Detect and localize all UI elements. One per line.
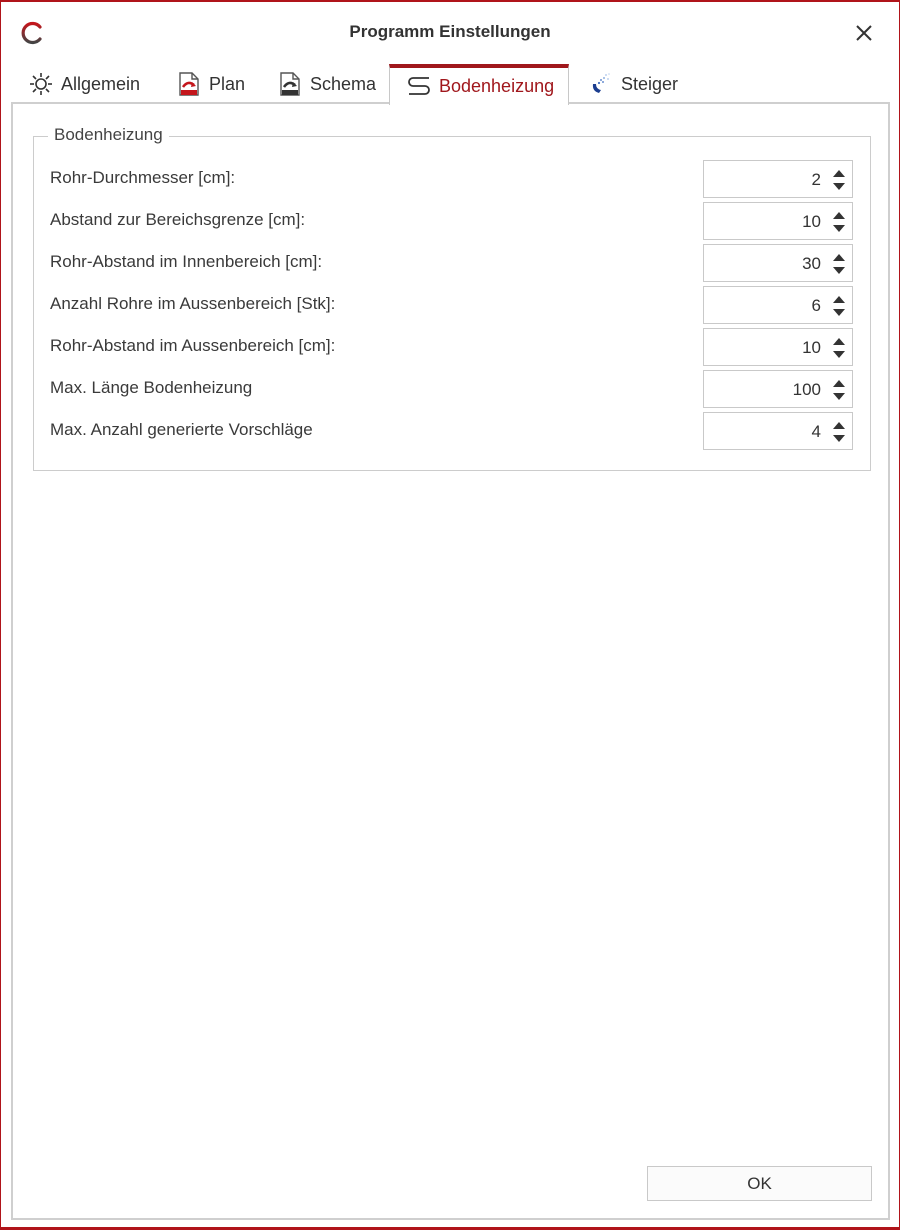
max-anzahl-vorschlaege-stepper[interactable]: [703, 412, 853, 450]
tab-panel-bodenheizung: [11, 102, 890, 1220]
field-label: Max. Länge Bodenheizung: [50, 378, 253, 397]
field-anzahl-rohre-aussen: [34, 286, 870, 324]
rohr-abstand-aussen-stepper[interactable]: [703, 328, 853, 366]
floor-heating-pipe-icon: [407, 75, 431, 99]
field-label: Anzahl Rohre im Aussenbereich [Stk]:: [50, 294, 336, 313]
tab-plan[interactable]: [177, 64, 245, 104]
field-label: Rohr-Abstand im Aussenbereich [cm]:: [50, 336, 336, 355]
max-laenge-stepper[interactable]: [703, 370, 853, 408]
stepper-value[interactable]: 10: [802, 338, 821, 357]
spin-down-icon[interactable]: [832, 433, 846, 443]
field-label: Rohr-Abstand im Innenbereich [cm]:: [50, 252, 323, 271]
spin-up-icon[interactable]: [832, 378, 846, 388]
tab-label: Schema: [310, 73, 377, 94]
field-rohr-abstand-aussen: [34, 328, 870, 366]
spin-down-icon[interactable]: [832, 265, 846, 275]
tab-bodenheizung[interactable]: [389, 64, 569, 105]
groupbox-bodenheizung: [33, 125, 871, 471]
rohr-durchmesser-stepper[interactable]: [703, 160, 853, 198]
stepper-value[interactable]: 100: [792, 380, 821, 399]
rohr-abstand-innen-stepper[interactable]: [703, 244, 853, 282]
spin-up-icon[interactable]: [832, 168, 846, 178]
close-icon: [855, 24, 873, 42]
stepper-value[interactable]: 6: [811, 296, 821, 315]
spin-down-icon[interactable]: [832, 349, 846, 359]
field-label: Rohr-Durchmesser [cm]:: [50, 168, 236, 187]
spin-down-icon[interactable]: [832, 223, 846, 233]
stepper-value[interactable]: 10: [802, 212, 821, 231]
spin-down-icon[interactable]: [832, 307, 846, 317]
field-abstand-bereichsgrenze: [34, 202, 870, 240]
stepper-value[interactable]: 2: [811, 170, 821, 189]
field-max-laenge: [34, 370, 870, 408]
tab-label: Allgemein: [61, 73, 141, 94]
spin-down-icon[interactable]: [832, 181, 846, 191]
field-rohr-abstand-innen: [34, 244, 870, 282]
spin-up-icon[interactable]: [832, 210, 846, 220]
abstand-bereichsgrenze-stepper[interactable]: [703, 202, 853, 240]
spin-up-icon[interactable]: [832, 336, 846, 346]
field-label: Max. Anzahl generierte Vorschläge: [50, 420, 313, 439]
stepper-value[interactable]: 4: [811, 422, 821, 441]
window-title: Programm Einstellungen: [349, 22, 551, 41]
tab-label: Steiger: [621, 73, 679, 94]
spin-up-icon[interactable]: [832, 420, 846, 430]
tab-schema[interactable]: [278, 64, 376, 104]
riser-spray-icon: [589, 72, 613, 96]
rcs-document-icon: [278, 72, 302, 96]
tab-allgemein[interactable]: [29, 64, 140, 104]
field-rohr-durchmesser: [34, 160, 870, 198]
tab-label: Bodenheizung: [439, 76, 555, 96]
field-label: Abstand zur Bereichsgrenze [cm]:: [50, 210, 306, 229]
ok-button[interactable]: OK: [647, 1166, 872, 1201]
sun-gear-icon: [29, 72, 53, 96]
tab-label: Plan: [209, 73, 246, 94]
tab-bar: [11, 64, 891, 104]
title-bar: [1, 2, 899, 62]
spin-up-icon[interactable]: [832, 294, 846, 304]
stepper-value[interactable]: 30: [802, 254, 821, 273]
anzahl-rohre-aussen-stepper[interactable]: [703, 286, 853, 324]
close-button[interactable]: [849, 18, 879, 48]
field-max-anzahl-vorschlaege: [34, 412, 870, 450]
rcp-document-icon: [177, 72, 201, 96]
tab-steiger[interactable]: [589, 64, 678, 104]
spin-up-icon[interactable]: [832, 252, 846, 262]
spin-down-icon[interactable]: [832, 391, 846, 401]
groupbox-title: Bodenheizung: [48, 125, 169, 145]
